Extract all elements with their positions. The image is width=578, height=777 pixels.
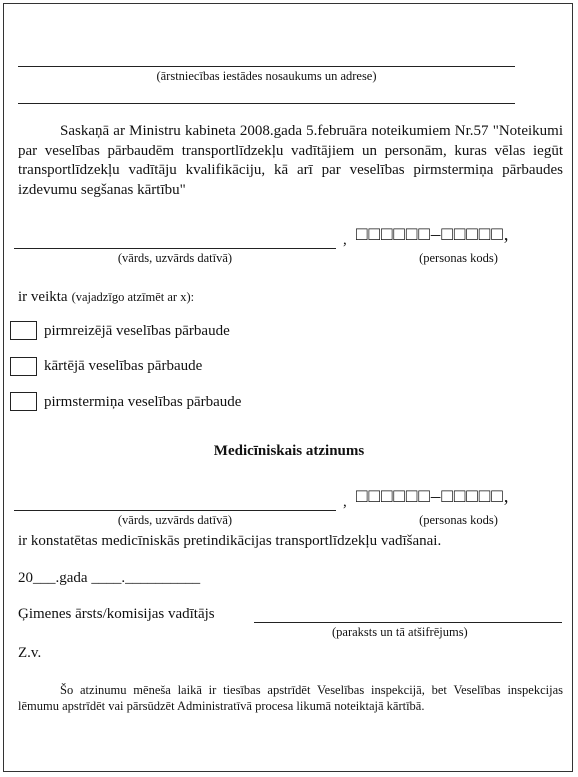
person2-comma: , [343,494,347,510]
checkbox-initial[interactable] [10,321,37,340]
checks-heading [18,288,194,306]
institution-name-line[interactable] [18,66,515,67]
institution-address-line[interactable] [18,103,515,104]
signature-line[interactable] [254,622,562,623]
checkbox-early[interactable] [10,392,37,411]
checkbox-regular[interactable] [10,357,37,376]
personal-code-caption-2: (personas kods) [419,513,498,527]
intro-paragraph: Saskaņā ar Ministru kabineta 2008.gada 5.februāra noteikumiem Nr.57 "Noteikumi par veselības pārbaudēm transportlīdzekļu vadītājiem un personām, kuras vēlas iegūt transportlīdzekļu vadītāju kvalifikāciju, kā arī par veselības pirmstermiņa pārbaudes izdevumu segšanas kārtību" [18,123,563,198]
personal-code-caption: (personas kods) [419,251,498,265]
finding-text: ir konstatētas medicīniskās pretindikācijas transportlīdzekļu vadīšanai. [18,533,442,549]
appeal-notice: Šo atzinumu mēneša laikā ir tiesības apstrīdēt Veselības inspekcijā, bet Veselības inspekcijas lēmumu apstrīdēt vai pārsūdzēt Administratīvā procesa likumā noteiktajā kārtībā. [18,683,563,713]
option-initial-label: pirmreizējā veselības pārbaude [44,323,230,339]
person2-name-caption: (vārds, uzvārds datīvā) [117,513,233,527]
stamp-place: Z.v. [18,645,42,661]
date-line[interactable]: 20___.gada ____.__________ [18,570,201,586]
person-name-caption: (vārds, uzvārds datīvā) [117,251,233,265]
personal-code-boxes[interactable]: □□□□□□–□□□□□, [356,224,510,245]
signature-label: Ģimenes ārsts/komisijas vadītājs [18,606,215,622]
institution-caption: (ārstniecības iestādes nosaukums un adrese) [156,69,377,83]
checks-heading-note: (vajadzīgo atzīmēt ar x): [71,290,195,304]
person2-name-line[interactable] [14,510,336,511]
conclusion-title: Medicīniskais atzinums [213,443,365,459]
option-regular-label: kārtējā veselības pārbaude [44,358,203,374]
person-name-line[interactable] [14,248,336,249]
signature-caption: (paraksts un tā atšifrējums) [332,625,468,639]
person-comma: , [343,232,347,248]
option-early-label: pirmstermiņa veselības pārbaude [44,394,242,410]
personal-code-boxes-2[interactable]: □□□□□□–□□□□□, [356,486,510,507]
document-frame [3,3,573,772]
checks-heading-main: ir veikta [18,289,68,305]
